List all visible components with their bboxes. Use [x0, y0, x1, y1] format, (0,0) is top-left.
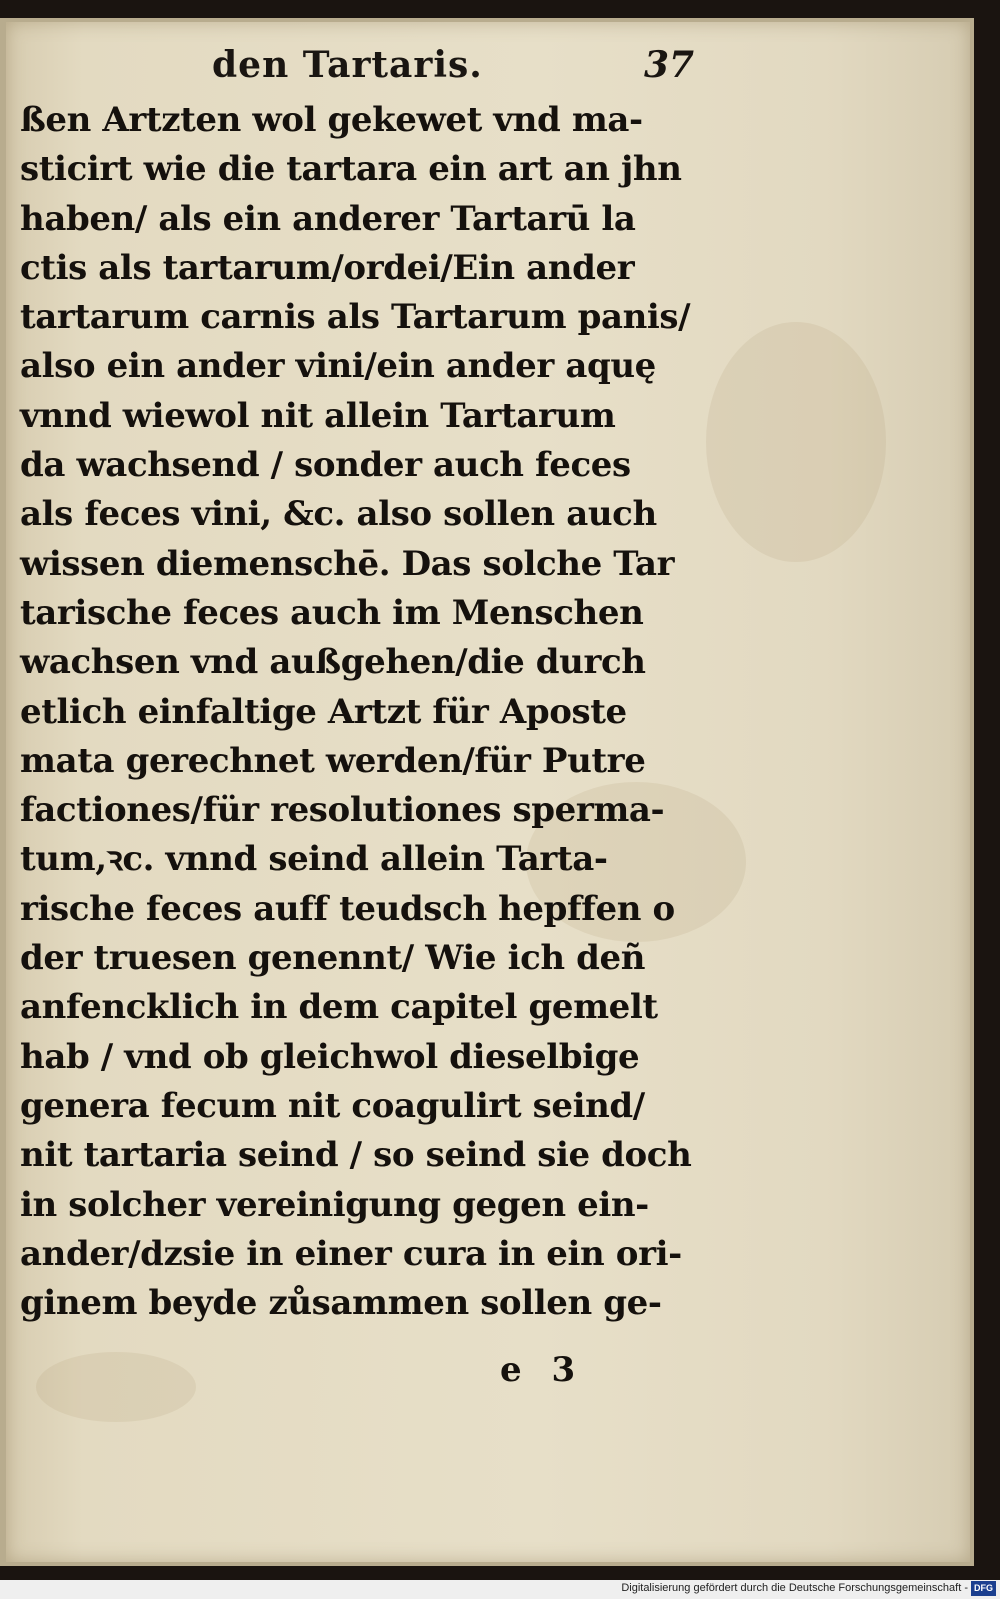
text-line: tum,ꝛc. vnnd seind allein Tarta- — [20, 839, 608, 880]
text-line: sticirt wie die tartara ein art an jhn — [20, 149, 682, 190]
text-line: haben/ als ein anderer Tartarū la — [20, 198, 636, 239]
text-line: genera fecum nit coagulirt seind/ — [20, 1085, 645, 1126]
text-line: da wachsend / sonder auch feces — [20, 445, 631, 486]
text-line: mata gerechnet werden/für Putre — [20, 740, 646, 781]
page-header — [212, 44, 712, 104]
text-line: wachsen vnd außgehen/die durch — [20, 642, 646, 683]
text-line: tarische feces auch im Menschen — [20, 592, 644, 633]
text-line: etlich einfaltige Artzt für Aposte — [20, 691, 627, 732]
body-text — [20, 96, 700, 1328]
funding-credit: Digitalisierung gefördert durch die Deutsche Forschungsgemeinschaft - — [621, 1582, 968, 1594]
text-line: vnnd wiewol nit allein Tartarum — [20, 395, 616, 436]
text-line: also ein ander vini/ein ander aquę — [20, 346, 656, 387]
text-line: in solcher vereinigung gegen ein- — [20, 1184, 649, 1225]
text-line: wissen diemenschē. Das solche Tar — [20, 543, 675, 584]
text-line: tartarum carnis als Tartarum panis/ — [20, 297, 691, 338]
text-line: hab / vnd ob gleichwol dieselbige — [20, 1036, 640, 1077]
signature-mark: e 3 — [500, 1350, 576, 1390]
text-line: factiones/für resolutiones sperma- — [20, 790, 665, 831]
dfg-logo-icon: DFG — [971, 1581, 996, 1596]
running-head: den Tartaris. — [212, 44, 483, 86]
text-line: anfencklich in dem capitel gemelt — [20, 987, 658, 1028]
text-line: ander/dzsie in einer cura in ein ori- — [20, 1233, 682, 1274]
text-line: der truesen genennt/ Wie ich deñ — [20, 938, 646, 979]
text-line: als feces vini, &c. also sollen auch — [20, 494, 657, 535]
text-line: ctis als tartarum/ordei/Ein ander — [20, 247, 635, 288]
paper-stain — [706, 322, 886, 562]
paper-stain — [36, 1352, 196, 1422]
page-number: 37 — [644, 44, 695, 86]
text-line: nit tartaria seind / so seind sie doch — [20, 1135, 692, 1176]
text-line: rische feces auff teudsch hepffen o — [20, 888, 675, 929]
text-line: ginem beyde zůsammen sollen ge- — [20, 1283, 662, 1324]
text-line: ßen Artzten wol gekewet vnd ma- — [20, 100, 643, 140]
